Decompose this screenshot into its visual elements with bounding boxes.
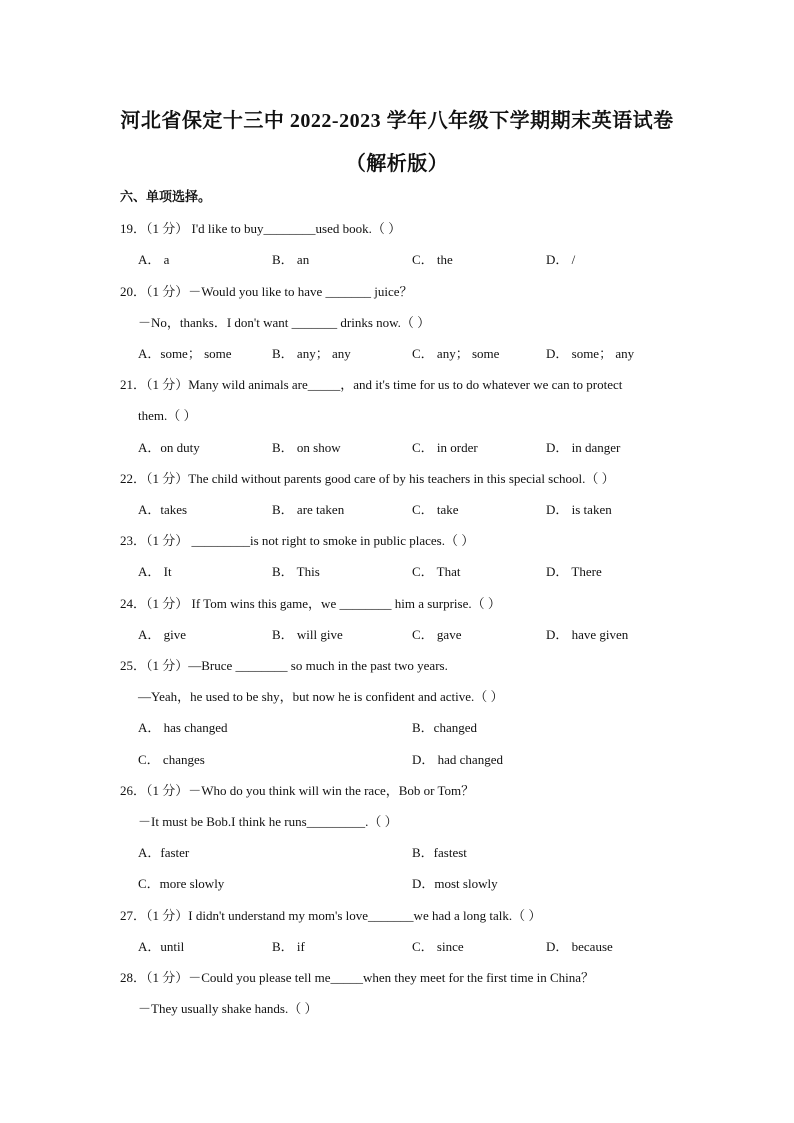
- question-26-option-c: C．more slowly: [138, 876, 225, 891]
- question-21-option-c: C． in order: [412, 440, 478, 455]
- question-23-option-d: D． There: [546, 564, 602, 579]
- question-22-stem: 22．（1 分）The child without parents good care of by his teachers in this special school.（ ）: [120, 471, 615, 486]
- question-20-stem-line2: －No，thanks．I don't want _______ drinks now.（ ）: [138, 315, 431, 330]
- question-21-stem-line2: them.（ ）: [138, 408, 197, 423]
- question-25-option-c: C． changes: [138, 752, 205, 767]
- question-19-option-b: B． an: [272, 252, 310, 267]
- question-23-option-c: C． That: [412, 564, 461, 579]
- question-23-option-a: A． It: [138, 564, 172, 579]
- question-22-option-c: C． take: [412, 502, 459, 517]
- question-19-option-c: C． the: [412, 252, 453, 267]
- question-26-option-b: B．fastest: [412, 845, 467, 860]
- question-23-stem: 23．（1 分） _________is not right to smoke in public places.（ ）: [120, 533, 475, 548]
- question-19-option-a: A． a: [138, 252, 170, 267]
- question-20-stem: 20．（1 分）－Would you like to have _______ juice？: [120, 284, 413, 299]
- question-25-option-b: B．changed: [412, 720, 477, 735]
- question-28-stem: 28．（1 分）－Could you please tell me_____when they meet for the first time in China？: [120, 970, 595, 985]
- question-22-option-a: A．takes: [138, 502, 188, 517]
- question-26-stem: 26．（1 分）－Who do you think will win the race，Bob or Tom？: [120, 783, 475, 798]
- question-27-option-b: B． if: [272, 939, 305, 954]
- question-25-stem: 25．（1 分）—Bruce ________ so much in the past two years.: [120, 658, 448, 673]
- question-26-option-d: D．most slowly: [412, 876, 498, 891]
- question-27-option-a: A．until: [138, 939, 185, 954]
- question-27-option-d: D． because: [546, 939, 613, 954]
- question-23-option-b: B． This: [272, 564, 320, 579]
- question-19-stem: 19．（1 分） I'd like to buy________used book.（ ）: [120, 221, 402, 236]
- question-19-option-d: D． /: [546, 252, 576, 267]
- question-27-option-c: C． since: [412, 939, 464, 954]
- question-26-option-a: A．faster: [138, 845, 190, 860]
- question-27-stem: 27．（1 分）I didn't understand my mom's love_______we had a long talk.（ ）: [120, 908, 542, 923]
- question-24-stem: 24．（1 分） If Tom wins this game，we ________ him a surprise.（ ）: [120, 596, 501, 611]
- question-21-option-b: B． on show: [272, 440, 341, 455]
- question-25-stem-line2: —Yeah，he used to be shy，but now he is confident and active.（ ）: [138, 689, 504, 704]
- question-28-stem-line2: －They usually shake hands.（ ）: [138, 1001, 318, 1016]
- question-25-option-d: D． had changed: [412, 752, 503, 767]
- question-24-option-c: C． gave: [412, 627, 462, 642]
- question-20-option-b: B． any； any: [272, 346, 351, 361]
- question-25-option-a: A． has changed: [138, 720, 228, 735]
- question-20-option-a: A．some； some: [138, 346, 232, 361]
- exam-subtitle: （解析版）: [345, 153, 449, 175]
- question-21-stem: 21．（1 分）Many wild animals are_____，and it's time for us to do whatever we can to protect: [120, 377, 623, 392]
- exam-title: 河北省保定十三中 2022-2023 学年八年级下学期期末英语试卷: [120, 110, 674, 132]
- question-21-option-d: D． in danger: [546, 440, 621, 455]
- question-20-option-c: C． any； some: [412, 346, 500, 361]
- question-21-option-a: A．on duty: [138, 440, 200, 455]
- question-26-stem-line2: －It must be Bob.I think he runs_________.（ ）: [138, 814, 398, 829]
- question-24-option-b: B． will give: [272, 627, 343, 642]
- section-heading: 六、单项选择。: [120, 190, 212, 205]
- question-24-option-a: A． give: [138, 627, 187, 642]
- question-24-option-d: D． have given: [546, 627, 629, 642]
- question-20-option-d: D． some； any: [546, 346, 635, 361]
- question-22-option-d: D． is taken: [546, 502, 612, 517]
- question-22-option-b: B． are taken: [272, 502, 345, 517]
